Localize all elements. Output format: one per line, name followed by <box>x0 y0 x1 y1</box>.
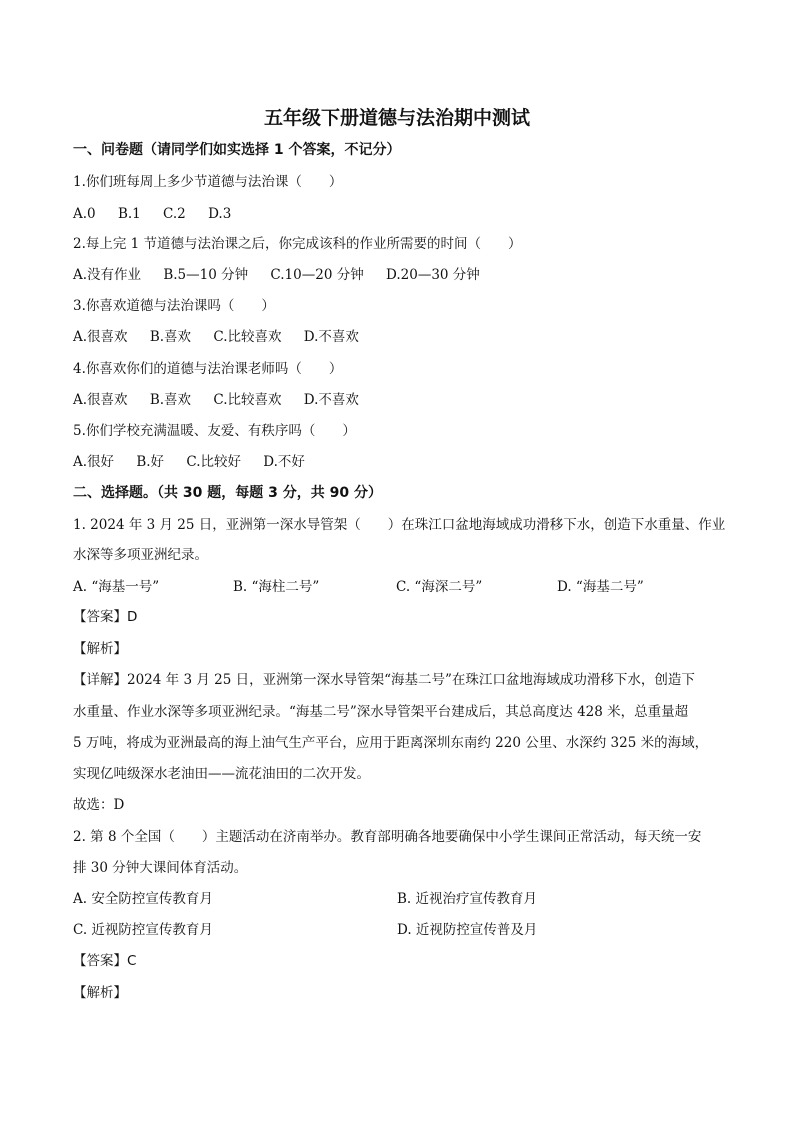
option-d: D.不喜欢 <box>303 392 359 408</box>
option-a: A.0 <box>73 206 96 222</box>
option-a: A.很喜欢 <box>73 392 128 408</box>
question-1: 1.你们班每周上多少节道德与法治课（ ） <box>73 174 343 190</box>
mc-question-2-option-a: A. 安全防控宣传教育月 <box>73 891 213 907</box>
mc-question-1-line-2: 水深等多项亚洲纪录。 <box>73 547 208 563</box>
question-2: 2.每上完 1 节道德与法治课之后，你完成该科的作业所需要的时间（ ） <box>73 236 522 252</box>
mc-question-1-answer: 【答案】D <box>73 609 138 625</box>
option-b: B.好 <box>136 454 165 470</box>
question-2-options <box>73 266 498 284</box>
mc-question-2-answer: 【答案】C <box>73 953 137 969</box>
mc-question-2-option-d: D. 近视防控宣传普及月 <box>397 922 538 938</box>
mc-question-1-detail-line-3: 5 万吨，将成为亚洲最高的海上油气生产平台，应用于距离深圳东南约 220 公里、水深约 325 米的海域， <box>73 735 709 751</box>
document-title: 五年级下册道德与法治期中测试 <box>263 107 530 129</box>
option-d: D.不好 <box>263 454 305 470</box>
mc-question-2-option-c: C. 近视防控宣传教育月 <box>73 922 213 938</box>
mc-question-2-line-2: 排 30 分钟大课间体育活动。 <box>73 860 248 876</box>
mc-question-1-option-c: C. “海深二号” <box>396 579 483 595</box>
mc-question-1-detail-line-4: 实现亿吨级深水老油田——流花油田的二次开发。 <box>73 766 370 782</box>
mc-question-1-option-b: B. “海柱二号” <box>233 579 320 595</box>
option-c: C.比较喜欢 <box>213 392 282 408</box>
option-d: D.20—30 分钟 <box>386 267 480 283</box>
option-c: C.2 <box>163 206 186 222</box>
option-b: B.喜欢 <box>149 392 192 408</box>
question-5: 5.你们学校充满温暖、友爱、有秩序吗（ ） <box>73 423 356 439</box>
mc-question-1-choice: 故选：D <box>73 797 125 813</box>
option-c: C.比较喜欢 <box>213 329 282 345</box>
mc-question-1-detail-line-1: 【详解】2024 年 3 月 25 日，亚洲第一深水导管架“海基二号”在珠江口盆地海域成功滑移下水，创造下 <box>73 672 695 688</box>
option-c: C.比较好 <box>186 454 241 470</box>
mc-question-1-detail-line-2: 水重量、作业水深等多项亚洲纪录。“海基二号”深水导管架平台建成后，其总高度达 428 米，总重量超 <box>73 704 689 720</box>
mc-question-2-analysis-label: 【解析】 <box>73 985 127 1001</box>
question-4: 4.你喜欢你们的道德与法治课老师吗（ ） <box>73 361 343 377</box>
option-a: A.很喜欢 <box>73 329 128 345</box>
question-4-options <box>73 391 377 409</box>
mc-question-2-line-1: 2. 第 8 个全国（ ）主题活动在济南举办。教育部明确各地要确保中小学生课间正常活动，每天统一安 <box>73 829 702 845</box>
option-b: B.1 <box>117 206 141 222</box>
question-3-options <box>73 328 377 346</box>
option-a: A.很好 <box>73 454 115 470</box>
mc-question-1-analysis-label: 【解析】 <box>73 641 127 657</box>
option-d: D.不喜欢 <box>303 329 359 345</box>
option-b: B.喜欢 <box>149 329 192 345</box>
question-1-options <box>73 205 249 223</box>
mc-question-2-option-b: B. 近视治疗宣传教育月 <box>397 891 538 907</box>
section-heading-multiple-choice: 二、选择题。（共 30 题，每题 3 分，共 90 分） <box>73 485 382 501</box>
option-d: D.3 <box>208 206 232 222</box>
option-b: B.5—10 分钟 <box>163 267 249 283</box>
option-a: A.没有作业 <box>73 267 142 283</box>
mc-question-1-line-1: 1. 2024 年 3 月 25 日，亚洲第一深水导管架（ ）在珠江口盆地海域成功滑移下水，创造下水重量、作业 <box>73 517 726 533</box>
mc-question-1-option-d: D. “海基二号” <box>557 579 644 595</box>
mc-question-1-option-a: A. “海基一号” <box>73 579 160 595</box>
section-heading-questionnaire: 一、问卷题（请同学们如实选择 1 个答案，不记分） <box>73 142 401 158</box>
question-3: 3.你喜欢道德与法治课吗（ ） <box>73 298 275 314</box>
question-5-options <box>73 453 323 471</box>
option-c: C.10—20 分钟 <box>270 267 364 283</box>
